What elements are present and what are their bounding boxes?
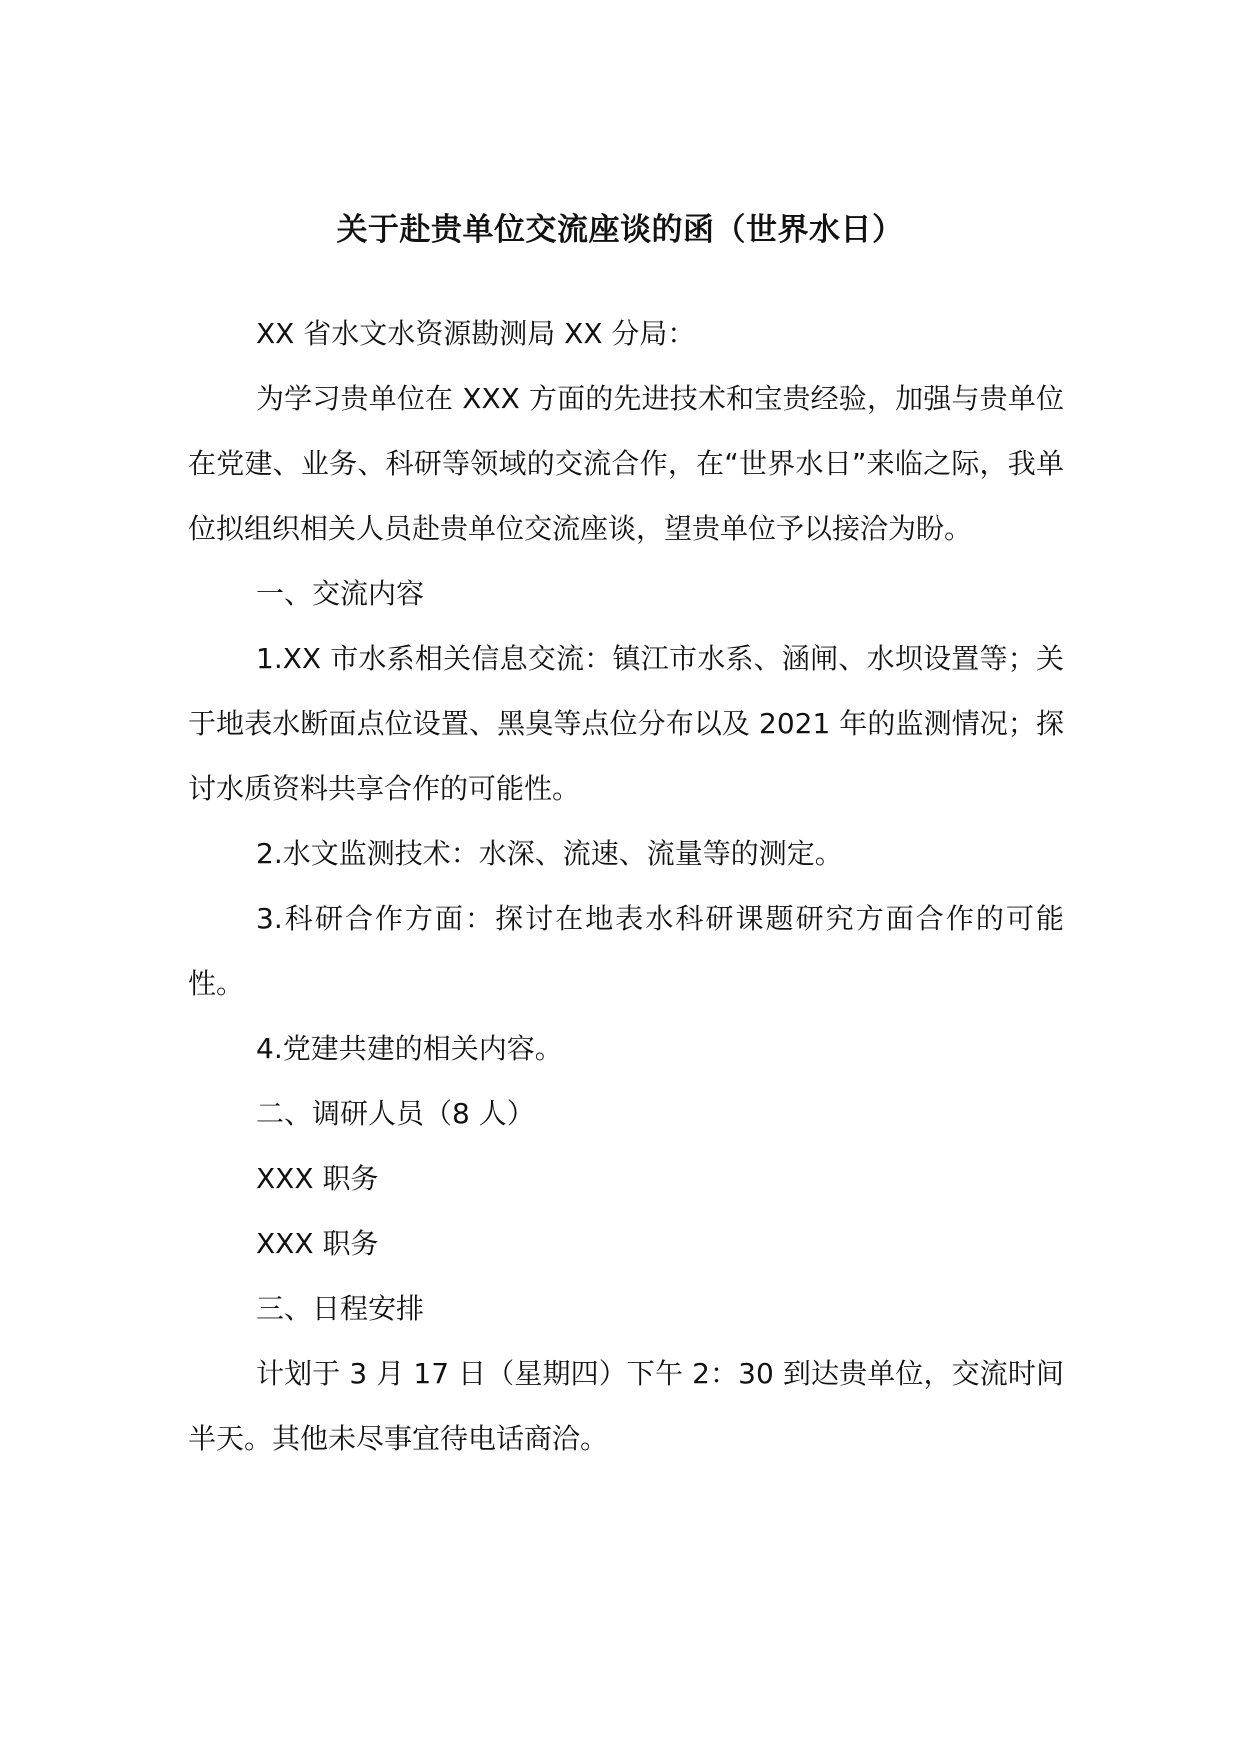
exchange-item-2: 2.水文监测技术：水深、流速、流量等的测定。 — [256, 837, 843, 870]
exchange-item-1: 1.XX 市水系相关信息交流：镇江市水系、涵闸、水坝设置等；关于地表水断面点位设置、黑臭等点位分布以及 2021 年的监测情况；探讨水质资料共享合作的可能性。 — [188, 642, 1064, 805]
exchange-item-4: 4.党建共建的相关内容。 — [256, 1032, 563, 1065]
intro-paragraph: 为学习贵单位在 XXX 方面的先进技术和宝贵经验，加强与贵单位在党建、业务、科研等领域的交流合作，在“世界水日”来临之际，我单位拟组织相关人员赴贵单位交流座谈，望贵单位予以接洽为盼。 — [188, 382, 1064, 545]
document-title: 关于赴贵单位交流座谈的函（世界水日） — [336, 212, 904, 248]
section-heading-exchange-content: 一、交流内容 — [256, 577, 425, 610]
personnel-item: XXX 职务 — [256, 1227, 379, 1260]
section-heading-personnel: 二、调研人员（8 人） — [256, 1097, 535, 1130]
document-body — [188, 301, 1064, 1471]
section-heading-schedule: 三、日程安排 — [256, 1292, 425, 1325]
personnel-item: XXX 职务 — [256, 1162, 379, 1195]
salutation: XX 省水文水资源勘测局 XX 分局： — [256, 317, 696, 350]
exchange-item-3: 3.科研合作方面：探讨在地表水科研课题研究方面合作的可能性。 — [188, 902, 1064, 1000]
schedule-paragraph: 计划于 3 月 17 日（星期四）下午 2：30 到达贵单位，交流时间半天。其他未尽事宜待电话商洽。 — [188, 1357, 1064, 1455]
